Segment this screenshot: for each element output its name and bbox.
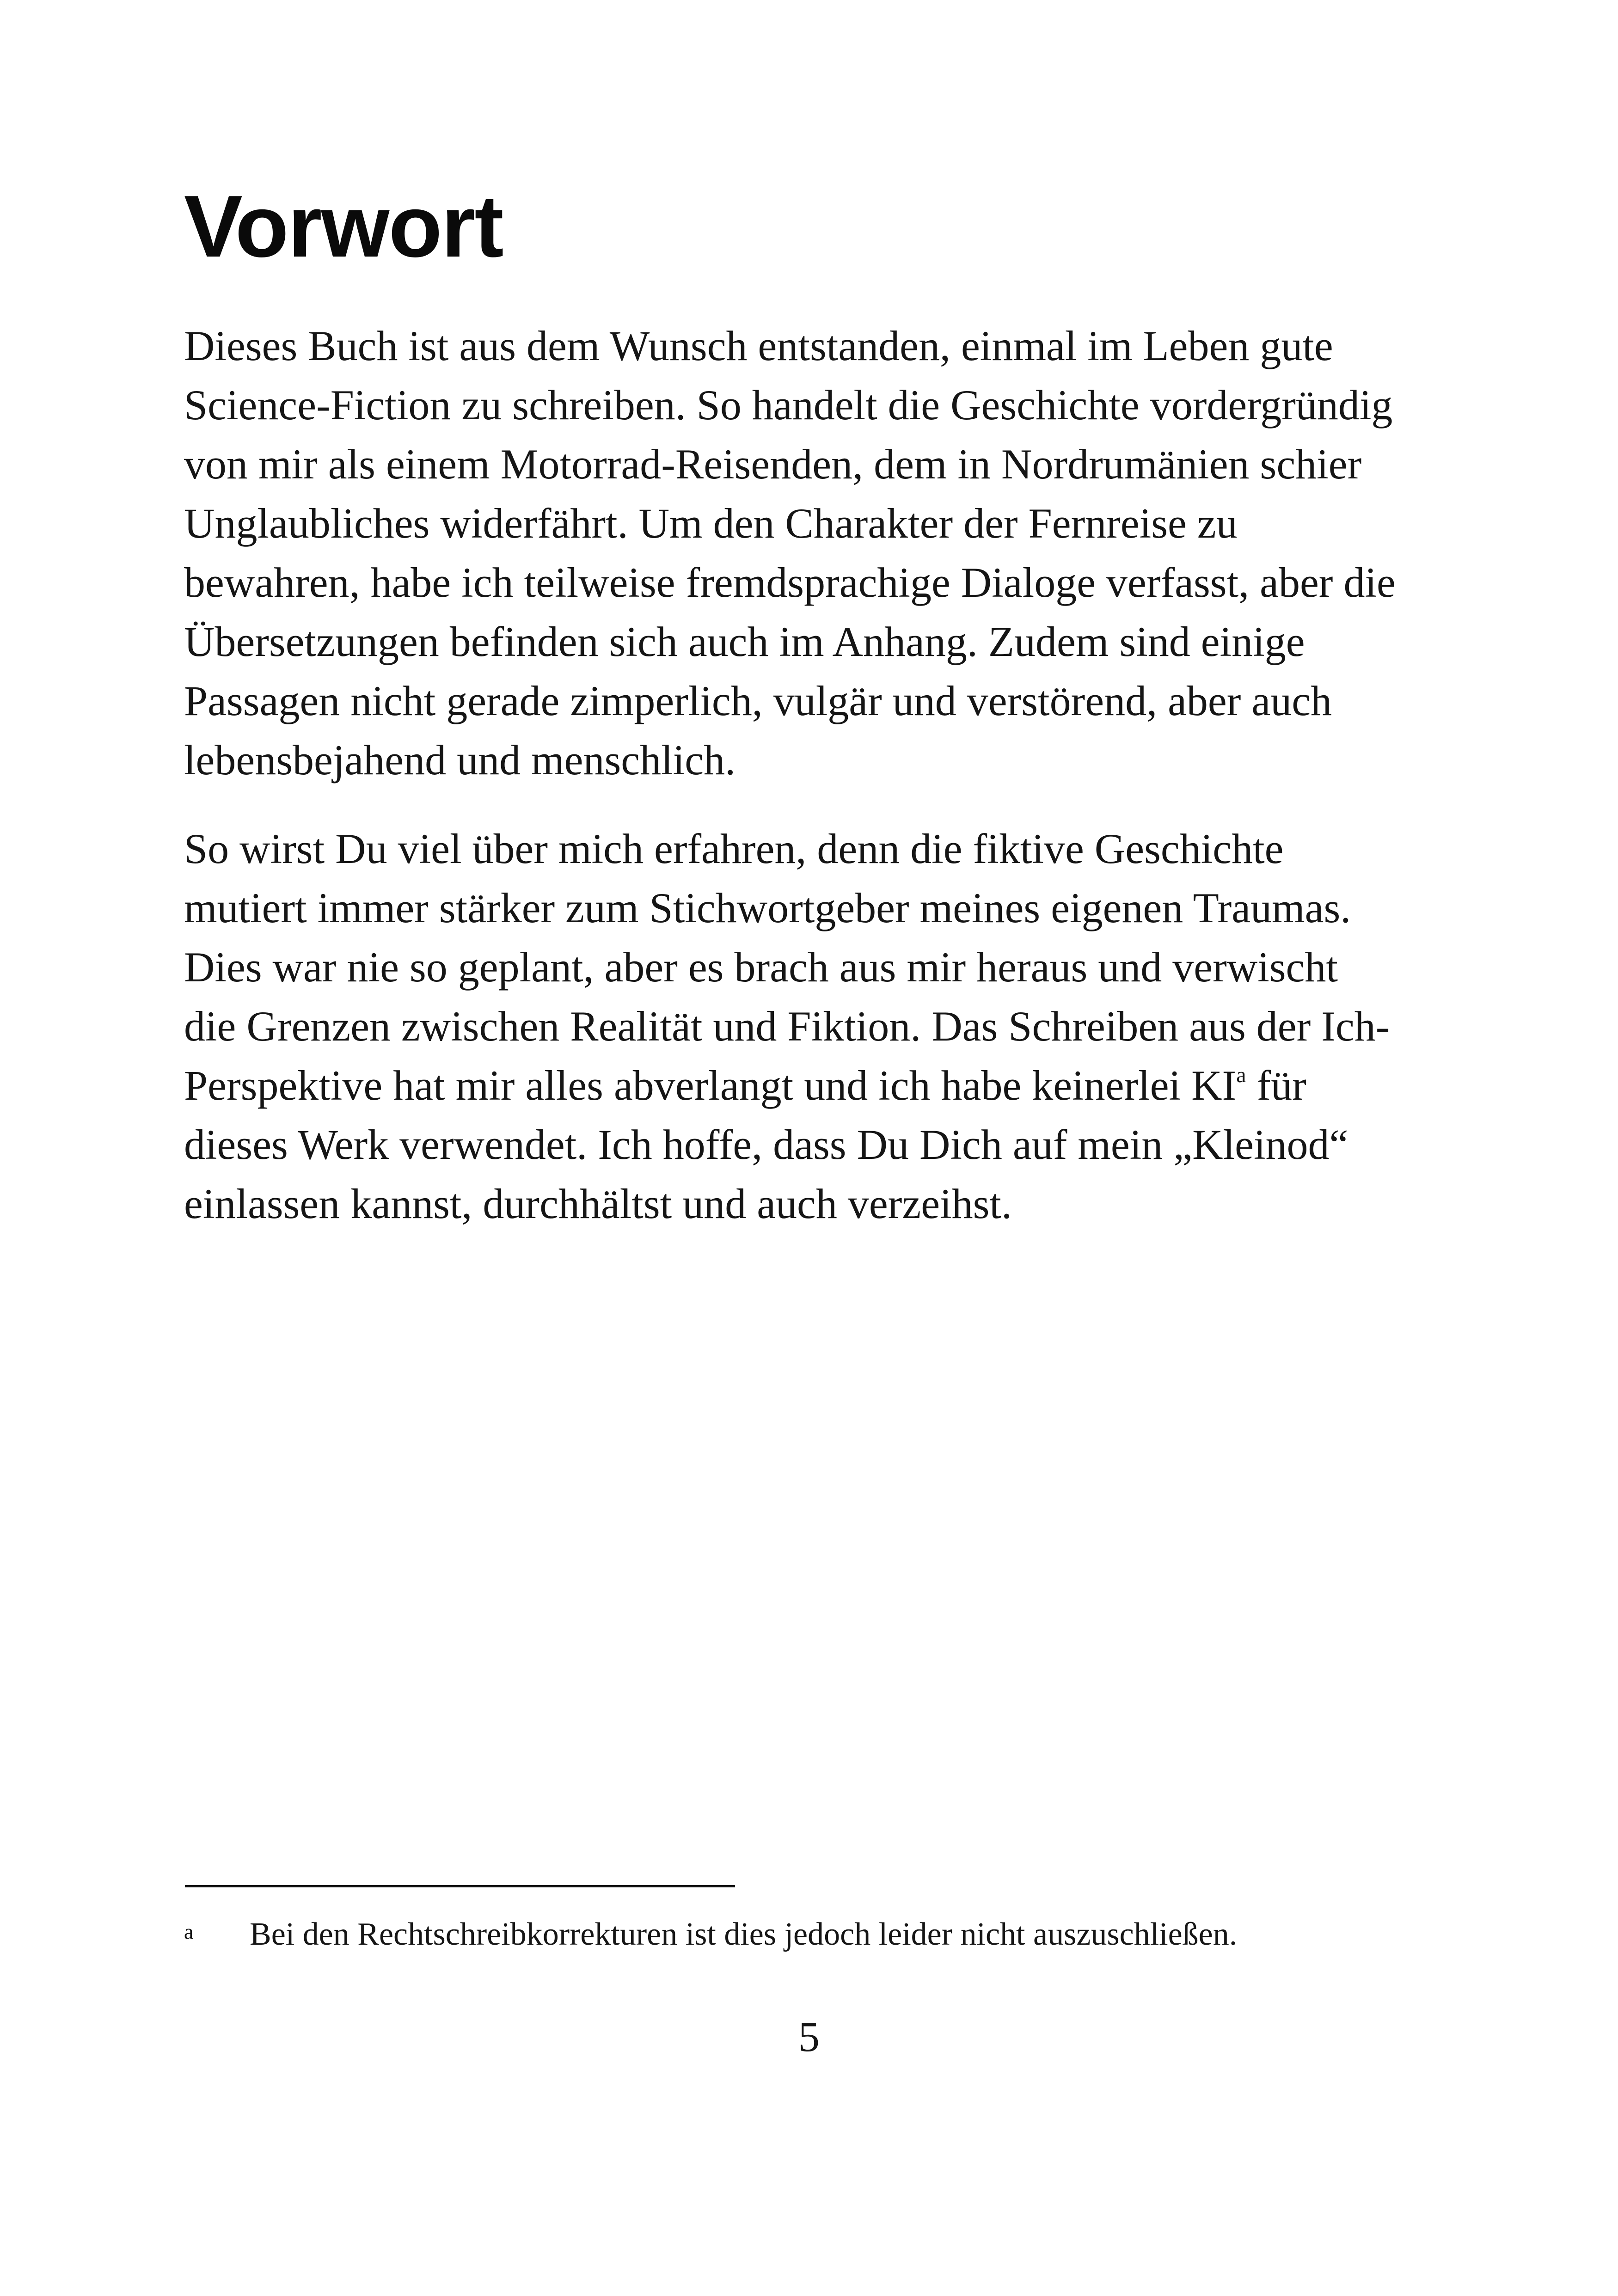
text-line: Dies war nie so geplant, aber es brach aus mir heraus und verwischt — [184, 943, 1338, 991]
text-line: Übersetzungen befinden sich auch im Anhang. Zudem sind einige — [184, 618, 1305, 665]
text-line: von mir als einem Motorrad-Reisenden, dem in Nordrumänien schier — [184, 441, 1362, 488]
paragraph-1 — [184, 316, 1469, 790]
text-line: Passagen nicht gerade zimperlich, vulgär und verstörend, aber auch — [184, 677, 1332, 724]
page-number: 5 — [798, 2013, 820, 2060]
footnote-text: Bei den Rechtschreibkorrekturen ist dies jedoch leider nicht auszuschließen. — [250, 1916, 1238, 1952]
paragraph-2 — [184, 819, 1469, 1233]
text-line-with-footnote — [184, 1056, 1469, 1115]
page-title: Vorwort — [184, 178, 503, 276]
text-line: So wirst Du viel über mich erfahren, denn die fiktive Geschichte — [184, 825, 1284, 872]
text-line: Science-Fiction zu schreiben. So handelt die Geschichte vordergründig — [184, 381, 1393, 429]
text-line-start: Perspektive hat mir alles abverlangt und ich habe keinerlei KI — [184, 1062, 1237, 1109]
text-line: mutiert immer stärker zum Stichwortgeber meines eigenen Traumas. — [184, 884, 1351, 931]
text-line: lebensbejahend und menschlich. — [184, 736, 736, 784]
text-line: Unglaubliches widerfährt. Um den Charakter der Fernreise zu — [184, 500, 1238, 547]
footnote-reference: a — [1236, 1063, 1246, 1088]
text-line: dieses Werk verwendet. Ich hoffe, dass Du Dich auf mein „Kleinod“ — [184, 1121, 1348, 1168]
footnote-marker: a — [184, 1920, 194, 1943]
footnote-separator — [185, 1885, 735, 1887]
text-line: einlassen kannst, durchhältst und auch verzeihst. — [184, 1180, 1012, 1227]
text-line-end: für — [1246, 1062, 1306, 1109]
text-line: die Grenzen zwischen Realität und Fiktion. Das Schreiben aus der Ich- — [184, 1003, 1390, 1050]
text-line: Dieses Buch ist aus dem Wunsch entstanden, einmal im Leben gute — [184, 322, 1333, 369]
text-line: bewahren, habe ich teilweise fremdsprachige Dialoge verfasst, aber die — [184, 559, 1396, 606]
